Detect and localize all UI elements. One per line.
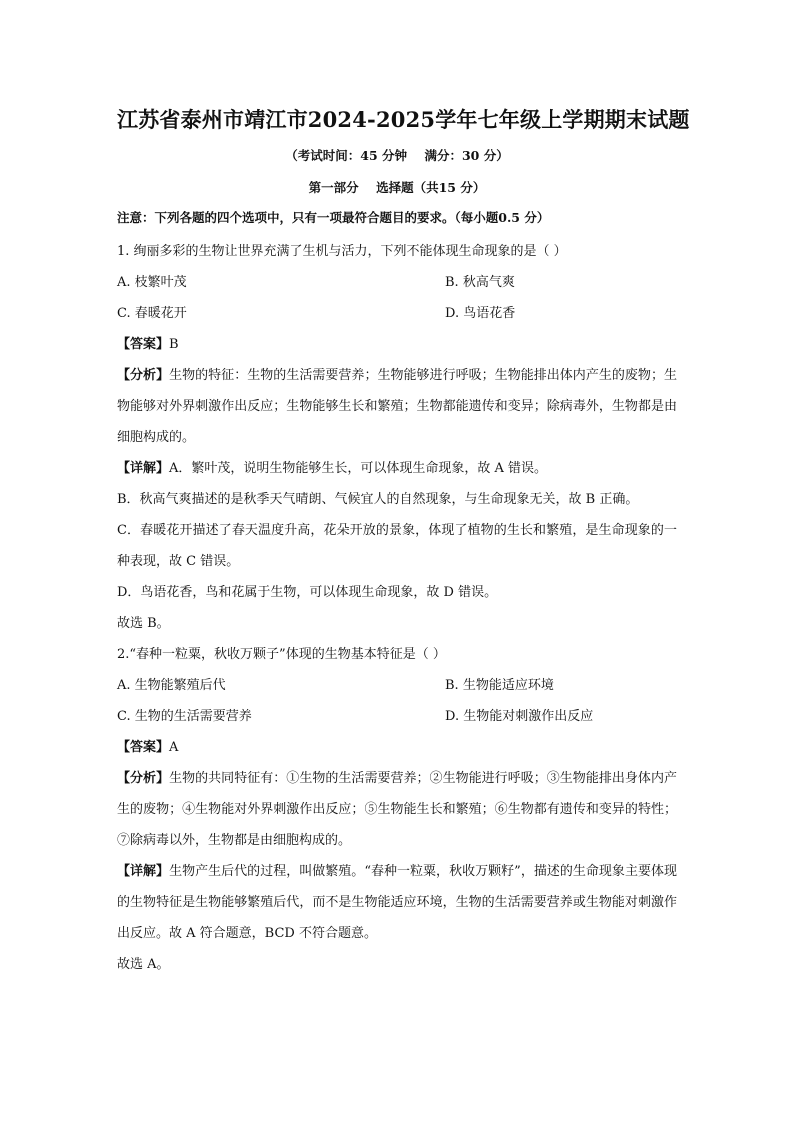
question-1 [117,236,677,639]
option-c: C. 春暖花开 [117,306,187,321]
answer-tag: 【答案】 [117,337,170,352]
option-a: A. 枝繁叶茂 [117,275,187,290]
answer-line [117,732,677,763]
question-options [117,670,677,732]
option-a: A. 生物能繁殖后代 [117,678,226,693]
detail-paragraph-b: B．秋高气爽描述的是秋季天气晴朗、气候宜人的自然现象，与生命现象无关，故 B 正确。 [117,492,639,507]
question-stem: 2.“春种一粒粟，秋收万颗子”体现的生物基本特征是（ ） [117,647,446,662]
option-c: C. 生物的生活需要营养 [117,709,252,724]
option-b: B. 生物能适应环境 [445,678,554,693]
analysis-paragraph [117,360,677,453]
detail-text-a: A．繁叶茂，说明生物能够生长，可以体现生命现象，故 A 错误。 [169,461,548,476]
exam-info: （考试时间：45 分钟 满分：30 分） [285,148,509,163]
detail-paragraph [117,856,677,949]
analysis-paragraph [117,763,677,856]
question-options [117,267,677,329]
detail-text: 生物产生后代的过程，叫做繁殖。“春种一粒粟，秋收万颗籽”，描述的生命现象主要体现的生物特征是生物能够繁殖后代，而不是生物能适应环境，生物的生活需要营养或生物能对刺激作出反应。故 A 符合题意，BCD 不符合题意。 [117,864,677,941]
option-b: B. 秋高气爽 [445,275,515,290]
detail-paragraph-c: C．春暖花开描述了春天温度升高，花朵开放的景象，体现了植物的生长和繁殖，是生命现象的一种表现，故 C 错误。 [117,523,677,569]
conclusion-line: 故选 B。 [117,616,170,631]
question-2 [117,639,677,980]
question-stem: 1. 绚丽多彩的生物让世界充满了生机与活力，下列不能体现生命现象的是（ ） [117,244,567,259]
option-d: D. 鸟语花香 [445,306,516,321]
document-page [117,104,690,980]
analysis-tag: 【分析】 [117,368,170,383]
answer-tag: 【答案】 [117,740,170,755]
answer-value: A [169,740,179,755]
answer-line [117,329,677,360]
option-d: D. 生物能对刺激作出反应 [445,709,594,724]
analysis-text: 生物的特征：生物的生活需要营养；生物能够进行呼吸；生物能排出体内产生的废物；生物能够对外界刺激作出反应；生物能够生长和繁殖；生物都能遗传和变异；除病毒外，生物都是由细胞构成的。 [117,368,677,445]
detail-tag: 【详解】 [117,461,170,476]
analysis-tag: 【分析】 [117,771,170,786]
exam-title: 江苏省泰州市靖江市2024-2025学年七年级上学期期末试题 [117,107,690,132]
instructions-note: 注意：下列各题的四个选项中，只有一项最符合题目的要求。（每小题0.5 分） [117,210,550,225]
detail-paragraph-d: D．鸟语花香，鸟和花属于生物，可以体现生命现象，故 D 错误。 [117,585,498,600]
section-title: 第一部分 选择题（共15 分） [308,180,486,195]
conclusion-line: 故选 A。 [117,957,170,972]
detail-tag: 【详解】 [117,864,170,879]
analysis-text: 生物的共同特征有：①生物的生活需要营养；②生物能进行呼吸；③生物能排出身体内产生的废物；④生物能对外界刺激作出反应；⑤生物能生长和繁殖；⑥生物都有遗传和变异的特性；⑦除病毒以外，生物都是由细胞构成的。 [117,771,677,848]
detail-paragraph-a [117,453,677,484]
answer-value: B [169,337,179,352]
